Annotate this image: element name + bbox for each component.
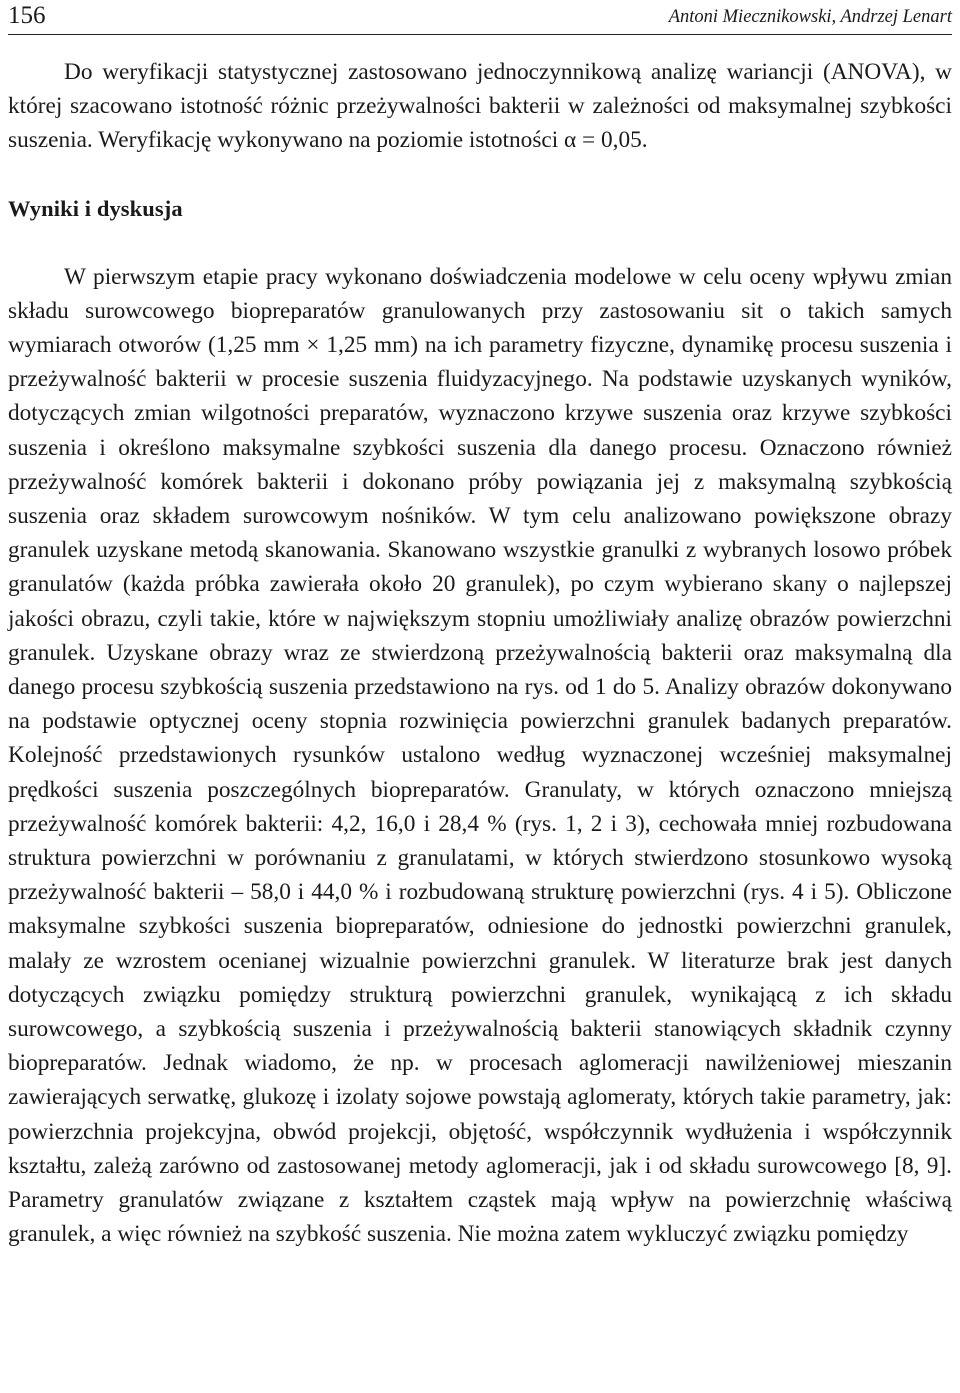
section-heading: Wyniki i dyskusja — [8, 195, 183, 221]
results-paragraph: W pierwszym etapie pracy wykonano doświadczenia modelowe w celu oceny wpływu zmian składu surowcowego biopreparatów granulowanych przy zastosowaniu sit o takich samych wymiarach otworów (1,25 mm × 1,25 mm) na ich parametry fizyczne, dynamikę procesu suszenia i przeżywalność bakterii w procesie suszenia fluidyzacyjnego. Na podstawie uzyskanych wyników, dotyczących zmian wilgotności preparatów, wyznaczono krzywe suszenia oraz krzywe szybkości suszenia i określono maksymalne szybkości suszenia dla danego procesu. Oznaczono również przeżywalność komórek bakterii i dokonano próby powiązania jej z maksymalną szybkością suszenia oraz składem surowcowym nośników. W tym celu analizowano powiększone obrazy granulek uzyskane metodą skanowania. Skanowano wszystkie granulki z wybranych losowo próbek granulatów (każda próbka zawierała około 20 granulek), po czym wybierano skany o najlepszej jakości obrazu, czyli takie, które w największym stopniu umożliwiały analizę obrazów powierzchni granulek. Uzyskane obrazy wraz ze stwierdzoną przeżywalnością bakterii oraz maksymalną dla danego procesu szybkością suszenia przedstawiono na rys. od 1 do 5. Analizy obrazów dokonywano na podstawie optycznej oceny stopnia rozwinięcia powierzchni granulek badanych preparatów. Kolejność przedstawionych rysunków ustalono według wyznaczonej wcześniej maksymalnej prędkości suszenia poszczególnych biopreparatów. Granulaty, w których oznaczono mniejszą przeżywalność komórek bakterii: 4,2, 16,0 i 28,4 % (rys. 1, 2 i 3), cechowała mniej rozbudowana struktura powierzchni w porównaniu z granulatami, w których stwierdzono stosunkowo wysoką przeżywalność bakterii – 58,0 i 44,0 % i rozbudowaną strukturę powierzchni (rys. 4 i 5). Obliczone maksymalne szybkości suszenia biopreparatów, odniesione do jednostki powierzchni granulek, malały ze wzrostem ocenianej wizualnie powierzchni granulek. W literaturze brak jest danych dotyczących związku pomiędzy strukturą powierzchni granulek, wynikającą z ich składu surowcowego, a szybkością suszenia i przeżywalnością bakterii stanowiących składnik czynny biopreparatów. Jednak wiadomo, że np. w procesach aglomeracji nawilżeniowej mieszanin zawierających serwatkę, glukozę i izolaty sojowe powstają aglomeraty, których takie parametry, jak: powierzchnia projekcyjna, obwód projekcji, objętość, współczynnik wydłużenia i współczynnik kształtu, zależą zarówno od zastosowanej metody aglomeracji, jak i od składu surowcowego [8, 9]. Parametry granulatów związane z kształtem cząstek mają wpływ na powierzchnię właściwą granulek, a więc również na szybkość suszenia. Nie można zatem wykluczyć związku pomiędzy — [8, 263, 952, 1248]
header-authors: Antoni Miecznikowski, Andrzej Lenart — [668, 7, 952, 27]
page-number: 156 — [8, 2, 46, 29]
intro-paragraph: Do weryfikacji statystycznej zastosowano jednoczynnikową analizę wariancji (ANOVA), w której szacowano istotność różnic przeżywalności bakterii w zależności od maksymalnej szybkości suszenia. Weryfikację wykonywano na poziomie istotności α = 0,05. — [8, 59, 952, 154]
running-header — [8, 0, 952, 35]
main-text — [8, 55, 952, 1252]
